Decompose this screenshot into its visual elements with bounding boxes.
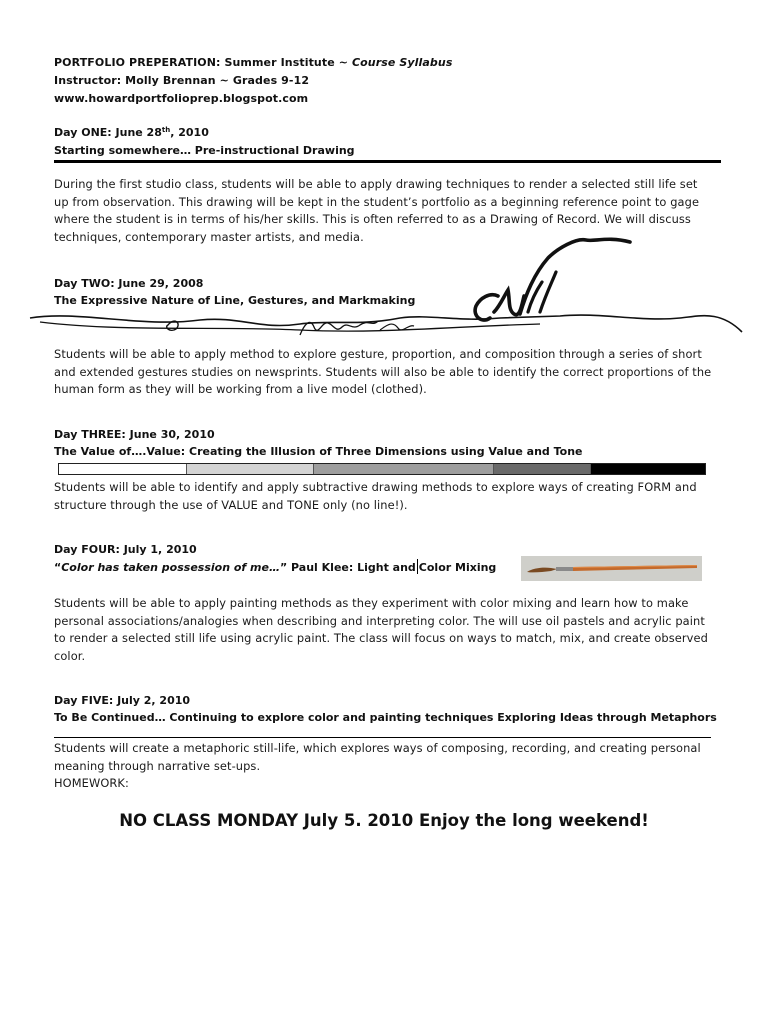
day-one-year: , 2010 [170,126,209,139]
header-instructor: Instructor: Molly Brennan ~ Grades 9-12 [54,74,310,87]
day-four-subtitle [54,559,496,577]
header-session: Summer Institute ~ [220,56,352,69]
header-url[interactable]: www.howardportfolioprep.blogspot.com [54,92,309,105]
notice-message: . 2010 Enjoy the long weekend! [355,811,649,830]
value-swatch [314,464,493,474]
notice-date: NO CLASS MONDAY July 5 [119,811,356,830]
value-scale-bar [58,463,706,475]
value-swatch [187,464,315,474]
gesture-scribble-icon [0,0,768,400]
value-swatch [59,464,187,474]
value-swatch [591,464,705,474]
day-three-body: Students will be able to identify and apply subtractive drawing methods to explore ways of creating FORM and structure through the use of VALUE and TONE only (no line!). [54,480,697,512]
day-one-suffix: th [161,126,171,134]
day-one-subtitle: Starting somewhere… Pre-instructional Drawing [54,144,355,157]
text-cursor [417,559,418,574]
day-five-subtitle: To Be Continued… Continuing to explore color and painting techniques Exploring Ideas through Metaphors [54,711,717,724]
header-doc-type: Course Syllabus [351,56,453,69]
quote-attribution: ” Paul Klee: Light and [279,561,416,574]
day-four-topic: Color Mixing [418,561,497,574]
day-one-body: During the first studio class, students will be able to apply drawing techniques to render a selected still life set up from observation. This drawing will be kept in the student’s portfolio as a beginning reference point to gage where the student is in terms of his/her skills. This is often referred to as a Drawing of Record. We will discuss techniques, contemporary master artists, and media. [54,177,700,244]
klee-quote: Color has taken possession of me… [61,561,280,574]
header-program: PORTFOLIO PREPERATION: [54,56,221,69]
day-four-label: Day FOUR: July 1, 2010 [54,543,197,556]
day-two-subtitle: The Expressive Nature of Line, Gestures, and Markmaking [54,294,416,307]
quote-open: “ [54,561,62,574]
paintbrush-icon [521,556,702,581]
homework-label: HOMEWORK: [54,776,129,790]
day-two-label: Day TWO: June 29, 2008 [54,277,204,290]
day-three-label: Day THREE: June 30, 2010 [54,428,215,441]
day-four-body: Students will be able to apply painting methods as they experiment with color mixing and learn how to make personal associations/analogies when describing and interpreting color. The will use oil pastels and acrylic paint to render a selected still life using acrylic paint. The class will focus on ways to match, mix, and create observed color. [54,596,708,663]
value-swatch [494,464,592,474]
no-class-notice [0,811,768,830]
day-three-subtitle: The Value of….Value: Creating the Illusion of Three Dimensions using Value and Tone [54,445,583,458]
day-five-label: Day FIVE: July 2, 2010 [54,694,191,707]
day-one-label: Day ONE: June 28 [54,126,162,139]
day-five-body: Students will create a metaphoric still-life, which explores ways of composing, recording, and creating personal meaning through narrative set-ups. [54,741,701,773]
day-two-body: Students will be able to apply method to explore gesture, proportion, and composition through a series of short and extended gestures studies on newsprints. Students will also be able to identify the correct proportions of the human form as they will be working from a live model (clothed). [54,347,712,396]
section-rule-thin [54,737,711,738]
